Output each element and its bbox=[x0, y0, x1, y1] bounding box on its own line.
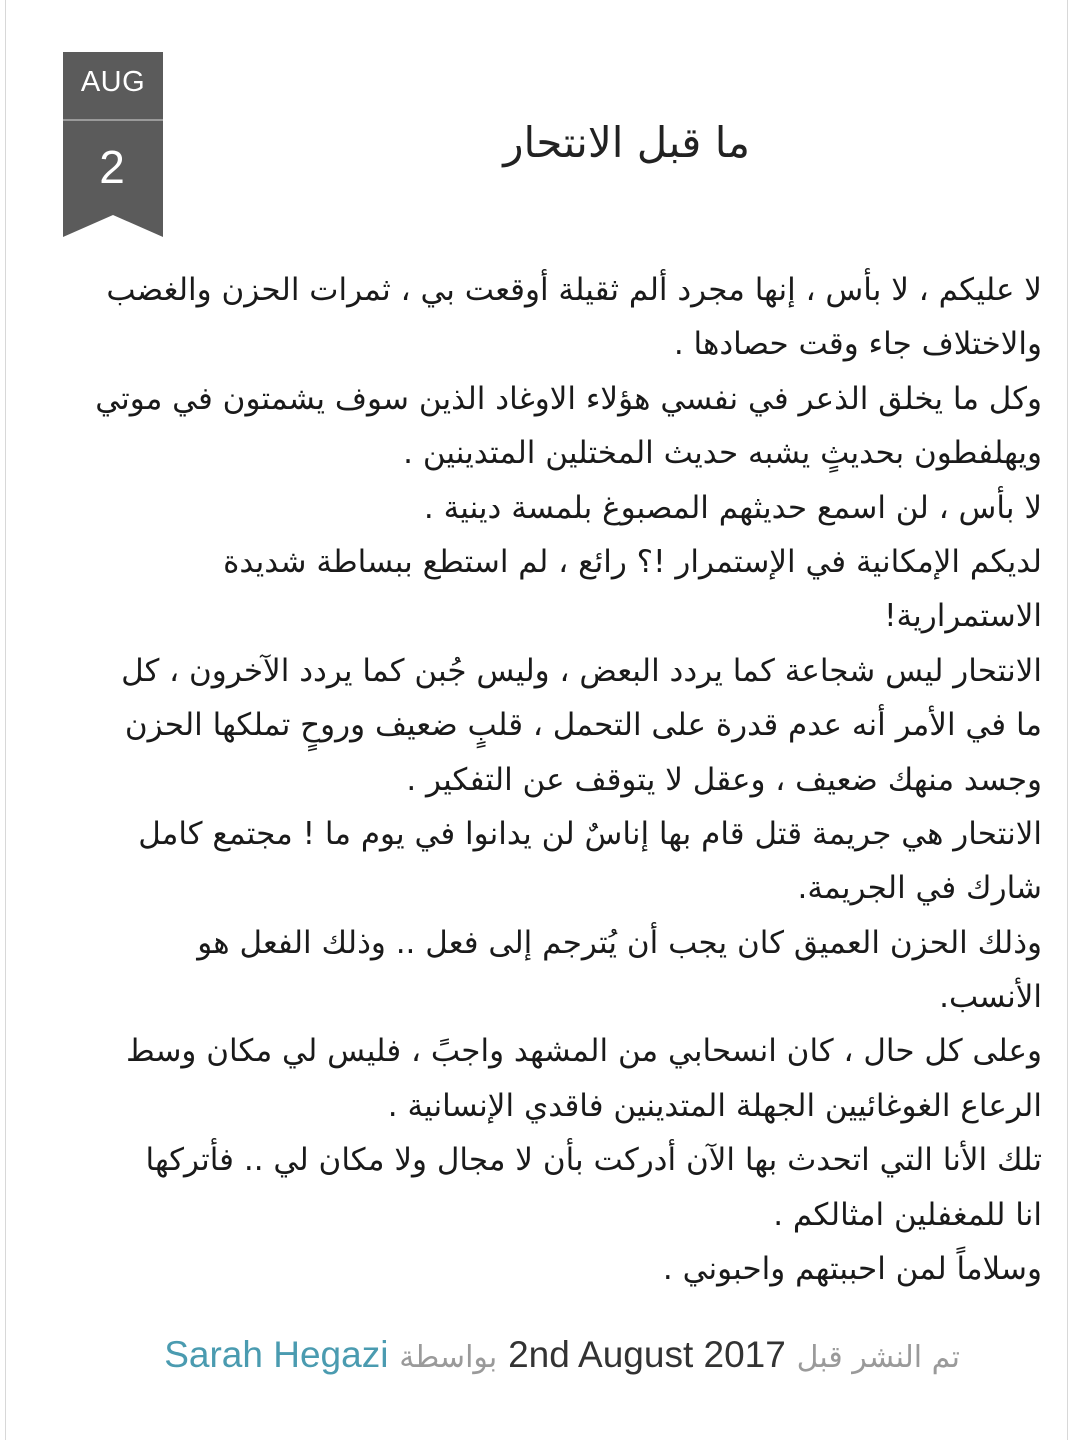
body-line: وذلك الحزن العميق كان يجب أن يُترجم إلى فعل .. وذلك الفعل هو bbox=[197, 924, 1042, 961]
post-title: ما قبل الانتحار bbox=[503, 118, 750, 167]
body-line: وجسد منهك ضعيف ، وعقل لا يتوقف عن التفكير . bbox=[406, 761, 1042, 798]
body-line: الأنسب. bbox=[939, 979, 1042, 1016]
body-line: الانتحار هي جريمة قتل قام بها إناسٌ لن يدانوا في يوم ما ! مجتمع كامل bbox=[138, 815, 1042, 852]
body-line: والاختلاف جاء وقت حصادها . bbox=[673, 326, 1042, 363]
body-line: انا للمغفلين امثالكم . bbox=[773, 1196, 1042, 1233]
body-line: تلك الأنا التي اتحدث بها الآن أدركت بأن لا مجال ولا مكان لي .. فأتركها bbox=[145, 1142, 1042, 1179]
body-line: لا بأس ، لن اسمع حديثهم المصبوغ بلمسة دينية . bbox=[423, 489, 1042, 526]
date-month: AUG bbox=[80, 66, 146, 98]
body-line: ما في الأمر أنه عدم قدرة على التحمل ، قلبٍ ضعيف وروحٍ تملكها الحزن bbox=[124, 707, 1042, 744]
body-line: لديكم الإمكانية في الإستمرار !؟ رائع ، لم استطع ببساطة شديدة bbox=[223, 543, 1042, 580]
date-day: 2 bbox=[99, 141, 125, 193]
body-line: شارك في الجريمة. bbox=[797, 870, 1042, 907]
date-ribbon bbox=[63, 52, 163, 237]
body-line: وعلى كل حال ، كان انسحابي من المشهد واجبً ، فليس لي مكان وسط bbox=[126, 1033, 1042, 1070]
post-body bbox=[34, 263, 1042, 1296]
published-before-label: تم النشر قبل bbox=[796, 1340, 960, 1375]
publish-date: 2nd August 2017 bbox=[508, 1334, 786, 1375]
body-line: لا عليكم ، لا بأس ، إنها مجرد ألم ثقيلة أوقعت بي ، ثمرات الحزن والغضب bbox=[106, 272, 1042, 308]
body-line: الاستمرارية! bbox=[884, 598, 1042, 635]
author-link[interactable]: Sarah Hegazi bbox=[164, 1334, 389, 1375]
body-line: وكل ما يخلق الذعر في نفسي هؤلاء الاوغاد الذين سوف يشمتون في موتي bbox=[95, 380, 1042, 417]
body-line: الرعاع الغوغائيين الجهلة المتدينين فاقدي الإنسانية . bbox=[387, 1087, 1042, 1124]
body-line: الانتحار ليس شجاعة كما يردد البعض ، وليس جُبن كما يردد الآخرون ، كل bbox=[121, 652, 1042, 689]
body-line: ويهلفطون بحديثٍ يشبه حديث المختلين المتدينين . bbox=[403, 435, 1042, 472]
body-line: وسلاماً لمن احببتهم واحبوني . bbox=[662, 1251, 1042, 1288]
post-footer bbox=[110, 1328, 960, 1385]
by-label: بواسطة bbox=[399, 1340, 498, 1375]
